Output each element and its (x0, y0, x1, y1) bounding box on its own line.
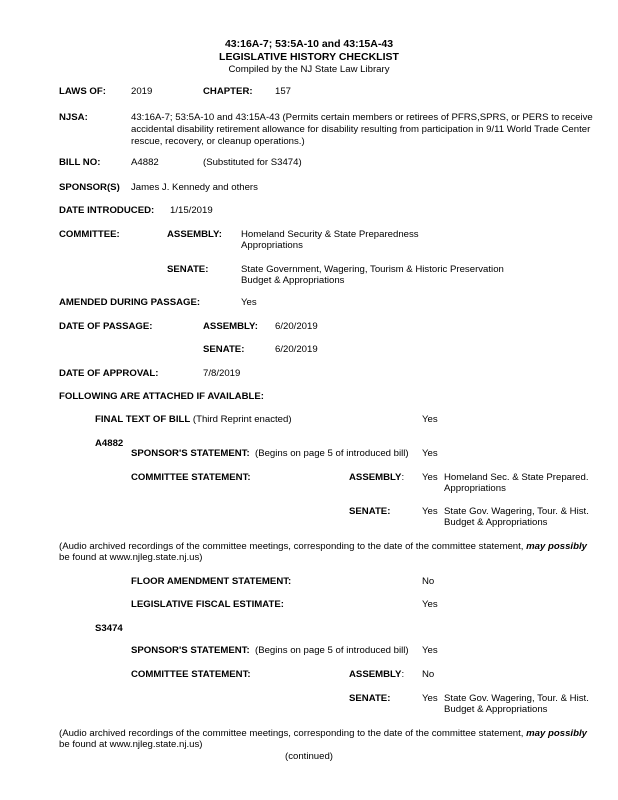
a4882-assembly-label-row (349, 472, 404, 484)
a4882-fiscal-label: LEGISLATIVE FISCAL ESTIMATE: (131, 599, 284, 610)
chapter-value: 157 (275, 86, 292, 97)
a4882-assembly-colon: : (401, 472, 405, 483)
date-introduced-value: 1/15/2019 (170, 205, 213, 216)
chapter-label: CHAPTER: (203, 86, 253, 97)
committee-assembly-label: ASSEMBLY: (167, 229, 222, 240)
a4882-assembly-line1: Homeland Sec. & State Prepared. (444, 472, 589, 483)
bill-no-value: A4882 (131, 157, 159, 168)
a4882-sponsor-label: SPONSOR'S STATEMENT: (131, 448, 250, 459)
final-text-value: Yes (422, 414, 438, 425)
amended-label: AMENDED DURING PASSAGE: (59, 297, 201, 308)
a4882-sponsor-row (131, 448, 409, 460)
passage-assembly-value: 6/20/2019 (275, 321, 318, 332)
s3474-committee-label: COMMITTEE STATEMENT: (131, 669, 251, 680)
s3474-audio-post: be found at www.njleg.state.nj.us) (59, 739, 203, 750)
passage-senate-value: 6/20/2019 (275, 344, 318, 355)
a4882-floor-label: FLOOR AMENDMENT STATEMENT: (131, 576, 292, 587)
a4882-committee-label: COMMITTEE STATEMENT: (131, 472, 251, 483)
approval-label: DATE OF APPROVAL: (59, 368, 159, 379)
s3474-sponsor-row (131, 645, 409, 657)
s3474-assembly-value: No (422, 669, 435, 680)
a4882-fiscal-value: Yes (422, 599, 438, 610)
committee-senate-line2: Budget & Appropriations (241, 275, 345, 286)
passage-label: DATE OF PASSAGE: (59, 321, 153, 332)
laws-of-label: LAWS OF: (59, 86, 106, 97)
s3474-sponsor-value: Yes (422, 645, 438, 656)
a4882-senate-value: Yes (422, 506, 438, 517)
committee-label: COMMITTEE: (59, 229, 120, 240)
s3474-bill-label: S3474 (95, 623, 123, 634)
njsa-label: NJSA: (59, 112, 88, 123)
sponsors-value: James J. Kennedy and others (131, 182, 258, 193)
bill-no-label: BILL NO: (59, 157, 101, 168)
final-text-row (95, 414, 292, 426)
date-introduced-label: DATE INTRODUCED: (59, 205, 155, 216)
continued-note: (continued) (285, 751, 333, 762)
a4882-bill-label: A4882 (95, 438, 124, 449)
s3474-audio-em: may possibly (526, 728, 587, 739)
s3474-assembly-label-row (349, 669, 404, 681)
passage-assembly-label: ASSEMBLY: (203, 321, 258, 332)
a4882-audio-pre: (Audio archived recordings of the committee meetings, corresponding to the date of the committee statement, (59, 541, 524, 552)
a4882-assembly-label: ASSEMBLY (349, 472, 402, 483)
doc-title: 43:16A-7; 53:5A-10 and 43:15A-43 (224, 38, 394, 50)
s3474-senate-line2: Budget & Appropriations (444, 704, 548, 715)
approval-value: 7/8/2019 (203, 368, 241, 379)
njsa-value: 43:16A-7; 53:5A-10 and 43:15A-43 (Permits certain members or retirees of PFRS,SPRS, or PERS to receive accidental disability retirement allowance for disability resulting from participation in 9/11 World Trade Center rescue, recovery, or cleanup operations.) (131, 112, 593, 147)
s3474-assembly-label: ASSEMBLY (349, 669, 402, 680)
a4882-audio-post: be found at www.njleg.state.nj.us) (59, 552, 203, 563)
laws-of-value: 2019 (131, 86, 153, 97)
passage-senate-label: SENATE: (203, 344, 245, 355)
s3474-senate-label: SENATE: (349, 693, 391, 704)
s3474-senate-line1: State Gov. Wagering, Tour. & Hist. (444, 693, 589, 704)
attached-heading: FOLLOWING ARE ATTACHED IF AVAILABLE: (59, 391, 264, 402)
a4882-senate-line2: Budget & Appropriations (444, 517, 548, 528)
committee-assembly-line1: Homeland Security & State Preparedness (241, 229, 419, 240)
a4882-assembly-value: Yes (422, 472, 438, 483)
s3474-senate-value: Yes (422, 693, 438, 704)
a4882-floor-value: No (422, 576, 435, 587)
committee-senate-line1: State Government, Wagering, Tourism & Historic Preservation (241, 264, 504, 275)
sponsors-label: SPONSOR(S) (59, 182, 120, 193)
final-text-label: FINAL TEXT OF BILL (95, 414, 191, 425)
bill-no-note: (Substituted for S3474) (203, 157, 302, 168)
a4882-senate-line1: State Gov. Wagering, Tour. & Hist. (444, 506, 589, 517)
doc-subtitle: LEGISLATIVE HISTORY CHECKLIST (219, 51, 399, 63)
s3474-audio-pre: (Audio archived recordings of the committee meetings, corresponding to the date of the committee statement, (59, 728, 524, 739)
s3474-sponsor-note: (Begins on page 5 of introduced bill) (255, 645, 409, 656)
committee-senate-label: SENATE: (167, 264, 209, 275)
s3474-assembly-colon: : (401, 669, 405, 680)
amended-value: Yes (241, 297, 257, 308)
final-text-note: (Third Reprint enacted) (192, 414, 292, 425)
a4882-senate-label: SENATE: (349, 506, 391, 517)
a4882-sponsor-note: (Begins on page 5 of introduced bill) (255, 448, 409, 459)
a4882-sponsor-value: Yes (422, 448, 438, 459)
committee-assembly-line2: Appropriations (241, 240, 303, 251)
a4882-assembly-line2: Appropriations (444, 483, 506, 494)
a4882-audio-em: may possibly (526, 541, 587, 552)
s3474-sponsor-label: SPONSOR'S STATEMENT: (131, 645, 250, 656)
doc-compiled-by: Compiled by the NJ State Law Library (228, 64, 390, 75)
